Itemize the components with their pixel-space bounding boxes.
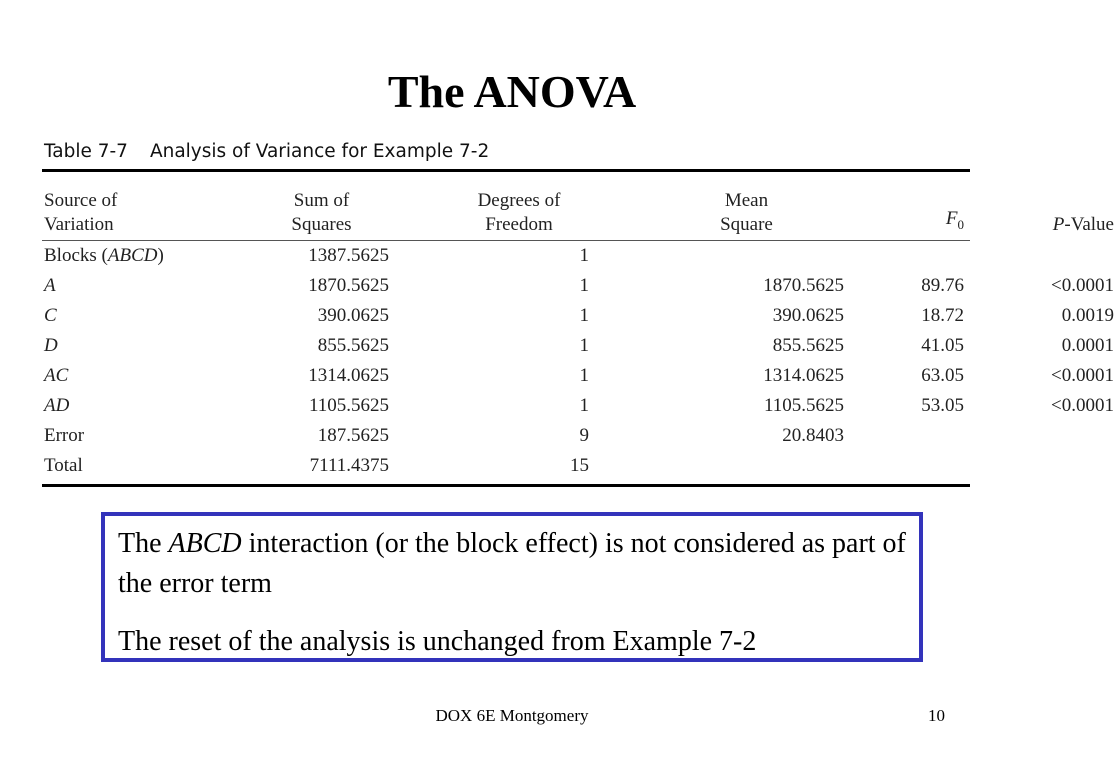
- cell-f0: 53.05: [921, 395, 964, 416]
- table-row: [44, 301, 1114, 331]
- cell-mean-square: 390.0625: [772, 305, 844, 326]
- slide-title: The ANOVA: [387, 66, 637, 117]
- header-p-value: [964, 182, 1114, 237]
- cell-degrees-of-freedom: 9: [579, 425, 589, 446]
- cell-source: [44, 331, 214, 361]
- cell-f0: 89.76: [921, 275, 964, 296]
- cell-degrees-of-freedom: 1: [579, 305, 589, 326]
- header-source-line2: Variation: [44, 214, 114, 235]
- cell-source-text: Blocks (: [44, 245, 108, 266]
- cell-f0: 63.05: [921, 365, 964, 386]
- table-row: [44, 451, 1114, 481]
- cell-p-value: <0.0001: [1051, 275, 1114, 296]
- cell-mean-square: 1870.5625: [763, 275, 844, 296]
- header-source: [44, 182, 214, 237]
- cell-p-value: 0.0001: [1061, 335, 1114, 356]
- cell-source-italic: ABCD: [107, 245, 158, 266]
- cell-mean-square: [589, 237, 844, 271]
- cell-f0: 41.05: [921, 335, 964, 356]
- cell-degrees-of-freedom: 1: [579, 275, 589, 296]
- cell-source-italic: AC: [44, 365, 69, 386]
- table-body: [44, 237, 1114, 481]
- cell-source: [44, 271, 214, 301]
- cell-mean-square: 855.5625: [772, 335, 844, 356]
- note-line-1-post: interaction (or the block effect) is not considered as part of the error term: [118, 528, 906, 599]
- note-line-1: [118, 524, 907, 604]
- header-sum-of-squares: [214, 182, 389, 237]
- page-number: 10: [928, 706, 945, 725]
- cell-p-value: <0.0001: [1051, 365, 1114, 386]
- header-ss-line2: Squares: [291, 214, 352, 235]
- cell-source-italic: AD: [44, 395, 70, 416]
- cell-degrees-of-freedom: 1: [579, 335, 589, 356]
- cell-source: [44, 237, 214, 271]
- header-ss-line1: Sum of: [293, 190, 350, 211]
- cell-p-value: <0.0001: [1051, 395, 1114, 416]
- cell-source-text: Error: [44, 425, 85, 446]
- table-row: [44, 271, 1114, 301]
- table-header-row: [44, 182, 1114, 237]
- cell-p-value: [964, 421, 1114, 451]
- table-row: [44, 331, 1114, 361]
- cell-degrees-of-freedom: 1: [579, 395, 589, 416]
- cell-mean-square: 1105.5625: [763, 395, 844, 416]
- cell-mean-square: 20.8403: [782, 425, 844, 446]
- header-f0: [844, 182, 964, 237]
- table-row: [44, 237, 1114, 271]
- header-source-line1: Source of: [44, 190, 118, 211]
- cell-source: [44, 421, 214, 451]
- cell-source-italic: D: [44, 335, 58, 356]
- table-bottom-rule: [42, 484, 970, 487]
- cell-source: [44, 391, 214, 421]
- cell-source: [44, 451, 214, 481]
- table-caption: [44, 141, 489, 162]
- cell-sum-of-squares: 187.5625: [317, 425, 389, 446]
- anova-table: [44, 182, 1114, 481]
- cell-p-value: [964, 451, 1114, 481]
- cell-sum-of-squares: 1314.0625: [308, 365, 389, 386]
- cell-mean-square: [589, 451, 844, 481]
- header-df-line1: Degrees of: [477, 190, 561, 211]
- header-f-subscript: 0: [957, 217, 964, 232]
- cell-degrees-of-freedom: 15: [570, 455, 589, 476]
- note-line-2: The reset of the analysis is unchanged from Example 7-2: [118, 626, 757, 657]
- cell-source: [44, 361, 214, 391]
- cell-degrees-of-freedom: 1: [579, 365, 589, 386]
- cell-source-suffix: ): [157, 245, 164, 266]
- table-header-rule: [42, 240, 970, 241]
- cell-f0: [844, 237, 964, 271]
- cell-source: [44, 301, 214, 331]
- cell-sum-of-squares: 1105.5625: [308, 395, 389, 416]
- cell-source-italic: A: [44, 275, 56, 296]
- cell-sum-of-squares: 1870.5625: [308, 275, 389, 296]
- table-row: [44, 421, 1114, 451]
- table-caption-text: Analysis of Variance for Example 7-2: [149, 141, 490, 162]
- cell-f0: [844, 451, 964, 481]
- cell-sum-of-squares: 855.5625: [317, 335, 389, 356]
- cell-f0: [844, 421, 964, 451]
- cell-degrees-of-freedom: 1: [579, 245, 589, 266]
- cell-p-value: [964, 237, 1114, 271]
- cell-mean-square: 1314.0625: [763, 365, 844, 386]
- header-ms-line2: Square: [720, 214, 773, 235]
- cell-p-value: 0.0019: [1061, 305, 1114, 326]
- header-df-line2: Freedom: [485, 214, 553, 235]
- table-caption-number: Table 7-7: [44, 141, 128, 162]
- header-degrees-of-freedom: [389, 182, 589, 237]
- cell-sum-of-squares: 7111.4375: [309, 455, 389, 476]
- table-row: [44, 361, 1114, 391]
- header-ms-line1: Mean: [724, 190, 769, 211]
- note-line-1-italic: ABCD: [168, 528, 242, 559]
- header-p-letter: P: [1052, 214, 1065, 235]
- cell-f0: 18.72: [921, 305, 964, 326]
- footer-source: DOX 6E Montgomery: [435, 706, 589, 725]
- note-line-1-pre: The: [118, 528, 169, 559]
- note-box: [101, 512, 923, 662]
- cell-sum-of-squares: 390.0625: [317, 305, 389, 326]
- cell-source-text: Total: [44, 455, 83, 476]
- table-row: [44, 391, 1114, 421]
- cell-sum-of-squares: 1387.5625: [308, 245, 389, 266]
- header-mean-square: [589, 182, 844, 237]
- header-p-rest: -Value: [1064, 214, 1114, 235]
- table-top-rule: [42, 169, 970, 172]
- cell-source-italic: C: [44, 305, 57, 326]
- header-f-letter: F: [945, 208, 958, 230]
